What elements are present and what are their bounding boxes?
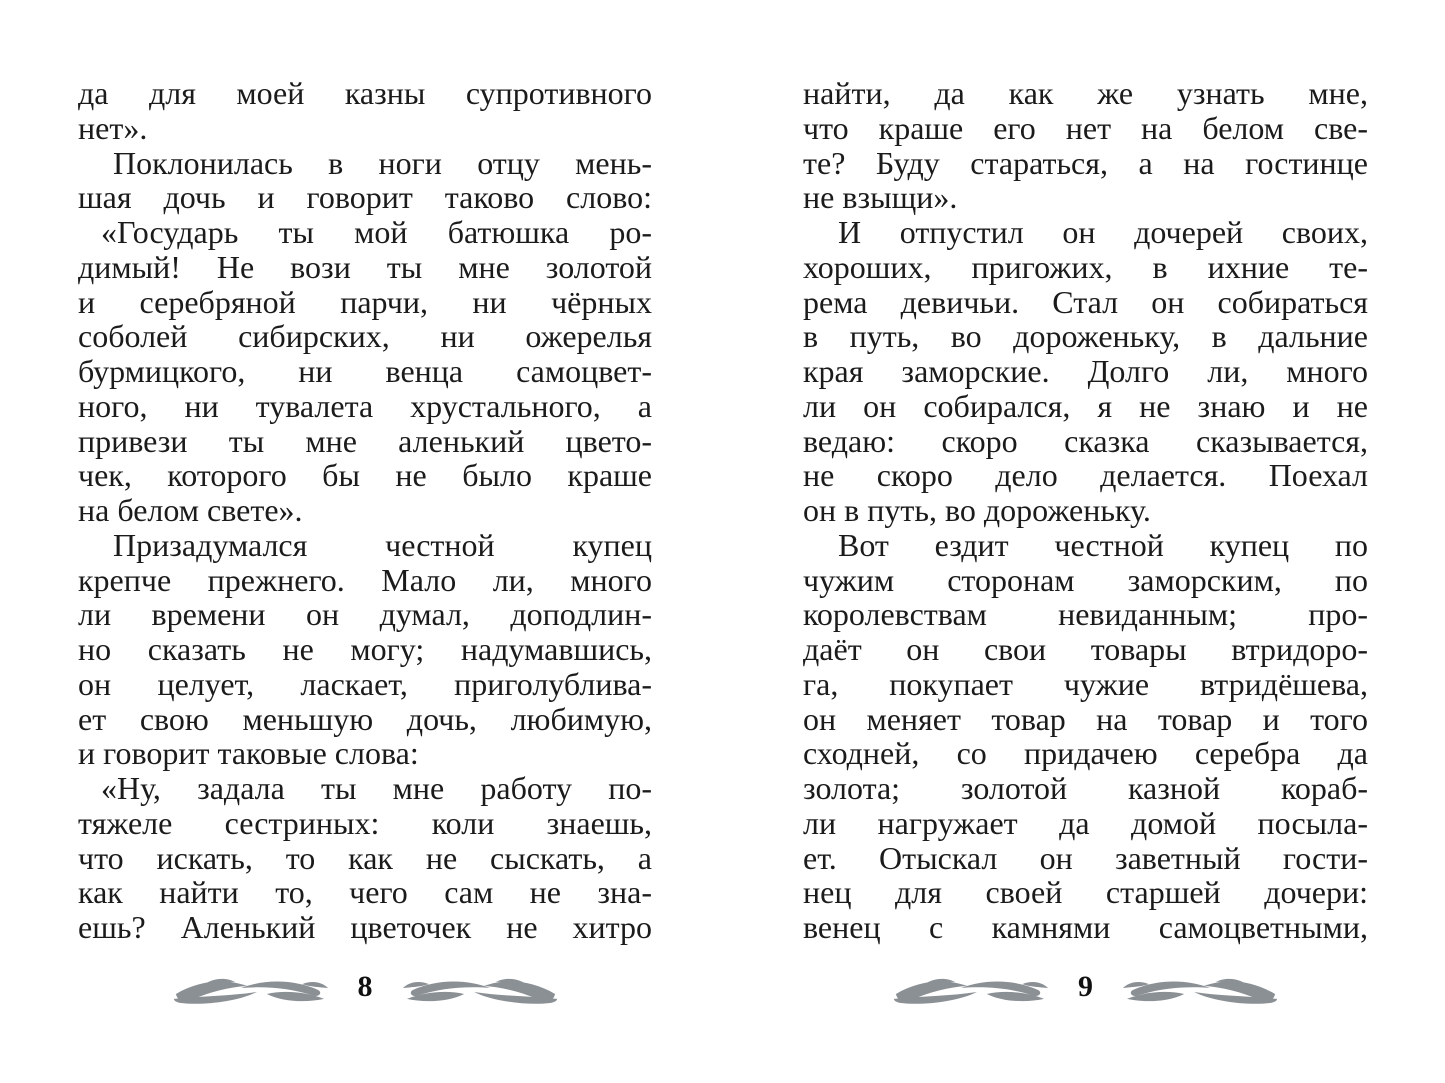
text-line: «Ну, задала ты мне работу по- [101, 770, 652, 806]
text-line: га, покупает чужие втридёшева, [803, 665, 1368, 702]
text-line: не скоро дело делается. Поехал [803, 457, 1368, 494]
text-line: тяжеле сестриных: коли знаешь, [78, 804, 652, 841]
page-left-text-block [78, 76, 652, 945]
text-line: даёт он свои товары втридоро- [803, 631, 1368, 667]
text-line: «Государь ты мой батюшка ро- [101, 214, 652, 250]
text-line: да для моей казны супротивного [78, 75, 652, 111]
text-line: он в путь, во дороженьку. [803, 492, 1151, 528]
text-line: те? Буду стараться, а на гостинце [803, 144, 1368, 181]
text-line: ли нагружает да домой посыла- [803, 804, 1368, 841]
text-line: ешь? Аленький цветочек не хитро [78, 909, 652, 945]
text-line: венец с камнями самоцветными, [803, 909, 1368, 945]
text-line: как найти то, чего сам не зна- [78, 874, 652, 911]
text-line: нец для своей старшей дочери: [803, 874, 1368, 911]
text-line: на белом свете». [78, 492, 303, 528]
text-line: он меняет товар на товар и того [803, 700, 1368, 737]
text-line: шая дочь и говорит таково слово: [78, 179, 652, 216]
text-line: хороших, пригожих, в ихние те- [803, 248, 1368, 285]
text-line: и говорит таковые слова: [78, 735, 419, 772]
text-line: что искать, то как не сыскать, а [78, 839, 652, 876]
text-line: ли он собирался, я не знаю и не [803, 387, 1368, 424]
text-line: бурмицкого, ни венца самоцвет- [78, 353, 652, 389]
text-line: и серебряной парчи, ни чёрных [78, 283, 652, 320]
text-line: Призадумался честной купец [113, 526, 652, 563]
page-left-footer [78, 966, 652, 1012]
text-line: чек, которого бы не было краше [78, 457, 652, 494]
text-line: Вот ездит честной купец по [838, 526, 1368, 563]
text-line: Поклонилась в ноги отцу мень- [113, 144, 652, 181]
page-number-right: 9 [1078, 970, 1093, 1003]
floral-flourish-icon [1121, 972, 1279, 1006]
floral-flourish-icon [401, 972, 559, 1006]
text-line: королевствам невиданным; про- [803, 596, 1368, 633]
text-line: что краше его нет на белом све- [803, 109, 1368, 146]
text-line: нет». [78, 109, 148, 146]
text-line: ного, ни тувалета хрустального, а [78, 387, 652, 424]
text-line: ли времени он думал, доподлин- [78, 596, 652, 633]
text-line: соболей сибирских, ни ожерелья [78, 318, 652, 355]
text-line: найти, да как же узнать мне, [803, 75, 1368, 111]
text-line: сходней, со придачею серебра да [803, 735, 1368, 772]
page-number-left: 8 [357, 970, 373, 1003]
text-line: чужим сторонам заморским, по [803, 561, 1368, 598]
text-line: ет свою меньшую дочь, любимую, [78, 700, 652, 737]
text-line: ведаю: скоро сказка сказывается, [803, 422, 1368, 459]
floral-flourish-icon [172, 972, 330, 1006]
text-line: крепче прежнего. Мало ли, много [78, 561, 652, 598]
floral-flourish-icon [892, 972, 1050, 1006]
text-line: в путь, во дороженьку, в дальние [803, 318, 1368, 355]
text-line: И отпустил он дочерей своих, [838, 214, 1368, 250]
text-line: рема девичьи. Стал он собираться [803, 283, 1368, 320]
text-line: золота; золотой казной кораб- [803, 770, 1368, 806]
text-line: он целует, ласкает, приголублива- [78, 665, 652, 702]
text-line: не взыщи». [803, 179, 958, 216]
page-right-text-block [803, 76, 1368, 945]
text-line: димый! Не вози ты мне золотой [78, 248, 652, 285]
text-line: но сказать не могу; надумавшись, [78, 631, 652, 667]
page-right-footer [803, 966, 1368, 1012]
text-line: ет. Отыскал он заветный гости- [803, 839, 1368, 876]
text-line: привези ты мне аленький цвето- [78, 422, 652, 459]
text-line: края заморские. Долго ли, много [803, 353, 1368, 389]
